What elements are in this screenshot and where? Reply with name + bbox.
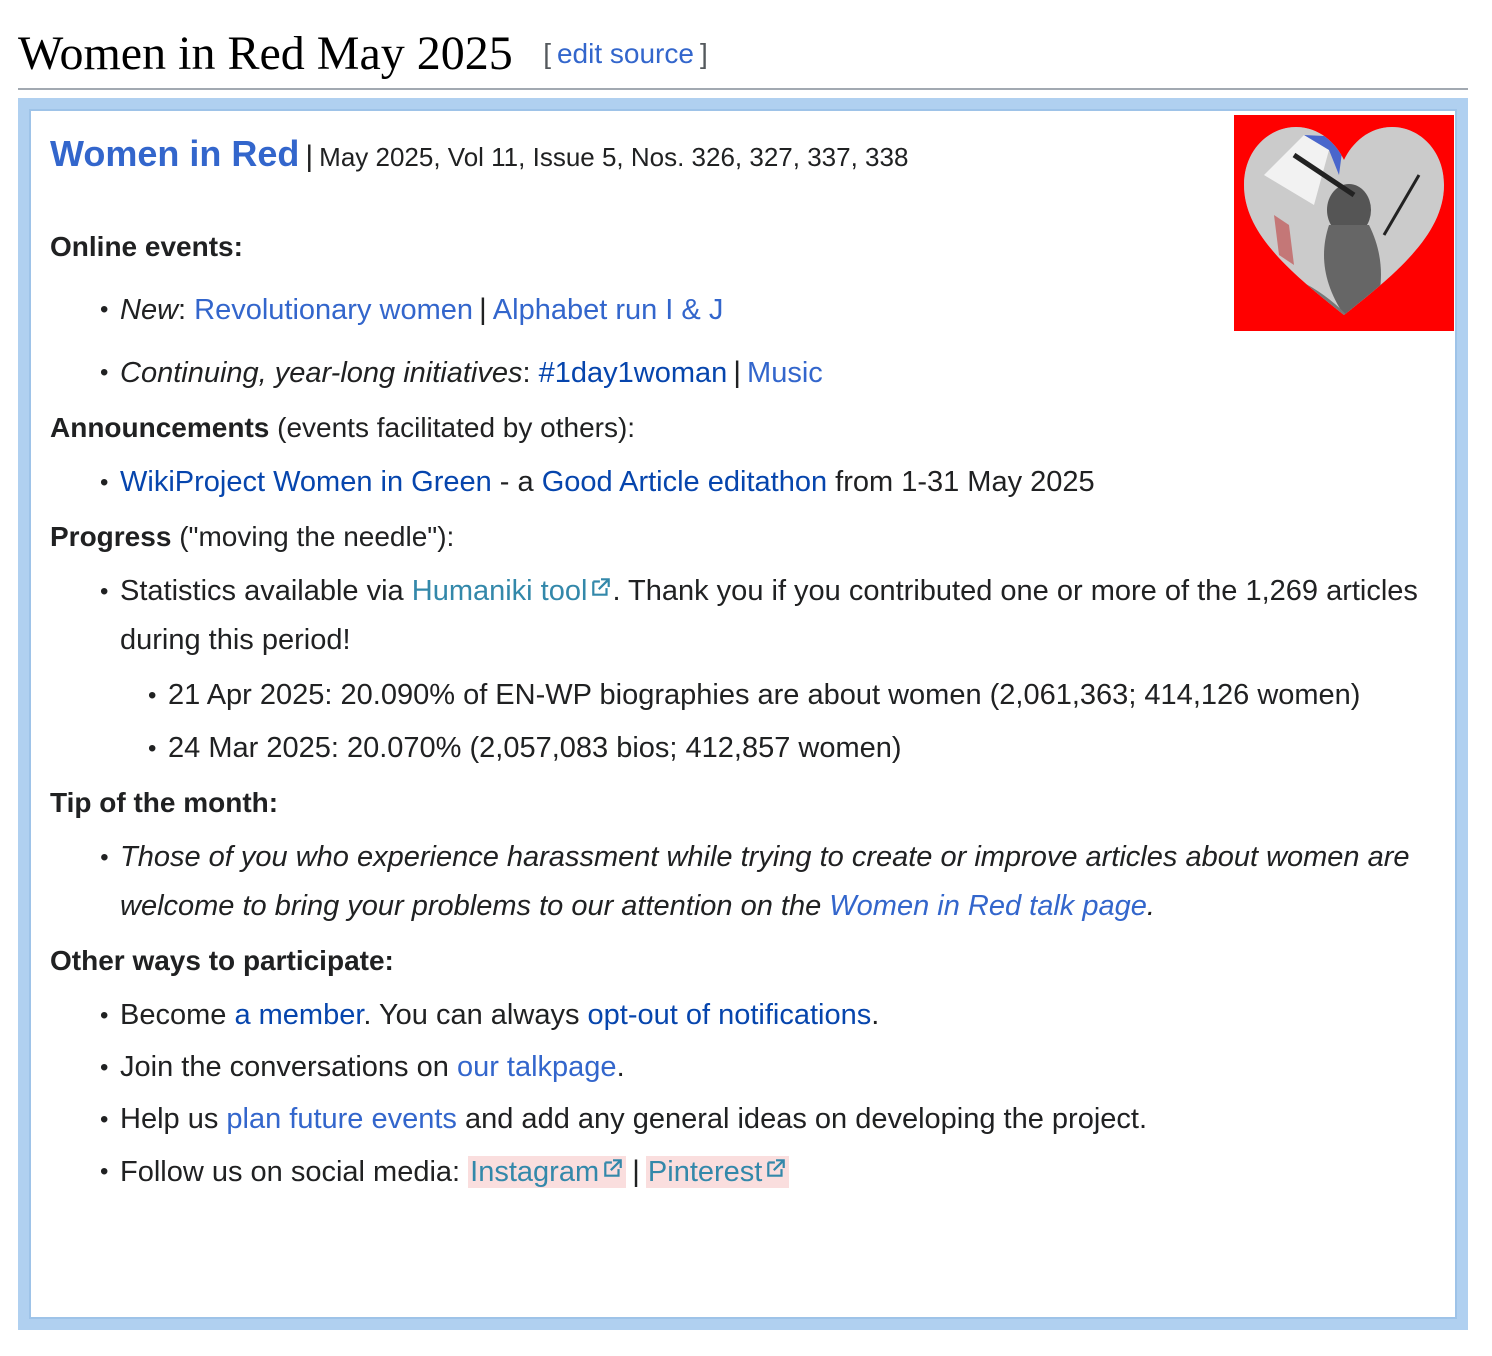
follow-prefix: Follow us on social media: <box>120 1156 469 1188</box>
music-link[interactable]: Music <box>747 357 823 389</box>
help-prefix: Help us <box>120 1103 227 1135</box>
join-prefix: Join the conversations on <box>120 1051 457 1083</box>
progress-subtitle: ("moving the needle"): <box>179 521 455 552</box>
list-item: • Continuing, year-long initiatives: #1day1woman | Music <box>100 348 1445 398</box>
online-events-heading: Online events: <box>50 231 243 262</box>
online-events-list <box>50 285 1445 398</box>
issue-info: May 2025, Vol 11, Issue 5, Nos. 326, 327, 337, 338 <box>319 142 909 172</box>
1day1woman-link[interactable]: #1day1woman <box>538 357 728 389</box>
list-item: • New: Revolutionary women | Alphabet run I & J <box>100 285 1445 335</box>
section-heading <box>18 24 1468 90</box>
edit-source-link[interactable]: edit source <box>556 38 694 69</box>
pinterest-link[interactable] <box>646 1156 789 1188</box>
become-prefix: Become <box>120 999 235 1031</box>
participate-list <box>50 991 1445 1197</box>
continuing-label: Continuing, year-long initiatives <box>120 357 523 389</box>
good-article-editathon-link[interactable]: Good Article editathon <box>541 466 828 498</box>
participate-heading: Other ways to participate: <box>50 945 394 976</box>
humaniki-tool-label: Humaniki tool <box>411 575 588 607</box>
revolutionary-women-link[interactable]: Revolutionary women <box>194 294 473 326</box>
external-link-icon <box>765 1157 787 1179</box>
separator: | <box>305 140 314 173</box>
page-title: Women in Red May 2025 <box>18 27 513 80</box>
progress-sub-list <box>120 671 1445 773</box>
become-middle: . You can always <box>363 999 588 1031</box>
separator: | <box>632 1155 640 1188</box>
list-item <box>100 458 1445 507</box>
humaniki-tool-link[interactable] <box>412 575 613 607</box>
progress-title: Progress <box>50 521 172 552</box>
list-item <box>100 991 1445 1040</box>
new-label: New <box>120 294 179 326</box>
list-item <box>100 1147 1445 1197</box>
edit-section-control: [ edit source ] <box>543 38 708 69</box>
talk-page-link[interactable]: Women in Red talk page <box>829 890 1147 922</box>
pinterest-label: Pinterest <box>647 1156 763 1188</box>
women-in-green-link[interactable]: WikiProject Women in Green <box>120 466 492 498</box>
separator: | <box>479 293 487 326</box>
alphabet-run-link[interactable]: Alphabet run I & J <box>492 294 724 326</box>
help-suffix: and add any general ideas on developing the project. <box>456 1103 1148 1135</box>
tip-list <box>50 833 1445 931</box>
stats-prefix: Statistics available via <box>120 575 412 607</box>
list-item <box>100 1043 1445 1092</box>
announcement-date-text: from 1-31 May 2025 <box>827 466 1095 498</box>
women-in-red-title-link[interactable]: Women in Red <box>50 133 300 174</box>
list-item: • 24 Mar 2025: 20.070% (2,057,083 bios; 412,857 women) <box>148 724 1445 773</box>
external-link-icon <box>590 576 612 598</box>
newsletter-box <box>18 98 1468 1330</box>
member-link[interactable]: a member <box>234 999 364 1031</box>
announcements-heading <box>50 412 1445 444</box>
opt-out-link[interactable]: opt-out of notifications <box>587 999 872 1031</box>
progress-heading <box>50 521 1445 553</box>
masthead <box>50 133 1445 183</box>
instagram-link[interactable] <box>468 1156 626 1188</box>
join-end: . <box>616 1051 625 1083</box>
stats-suffix: . Thank you if you contributed one or more of the 1,269 articles during this period! <box>120 575 1418 656</box>
tip-end: . <box>1146 890 1155 922</box>
tip-text: Those of you who experience harassment while trying to create or improve articles about women are welcome to bring your problems to our attention on the <box>120 841 1410 922</box>
plan-future-events-link[interactable]: plan future events <box>226 1103 457 1135</box>
announcements-title: Announcements <box>50 412 270 443</box>
become-end: . <box>871 999 880 1031</box>
newsletter-content <box>50 119 1445 1197</box>
progress-list <box>50 567 1445 773</box>
announcements-subtitle: (events facilitated by others): <box>277 412 636 443</box>
announcements-list <box>50 458 1445 507</box>
list-item <box>100 1095 1445 1144</box>
separator: | <box>733 356 742 389</box>
tip-heading: Tip of the month: <box>50 787 279 818</box>
list-item <box>100 567 1445 773</box>
list-item <box>100 833 1445 931</box>
list-item: • 21 Apr 2025: 20.090% of EN-WP biographies are about women (2,061,363; 414,126 women) <box>148 671 1445 720</box>
external-link-icon <box>602 1157 624 1179</box>
our-talkpage-link[interactable]: our talkpage <box>456 1051 617 1083</box>
announcement-middle-text: - a <box>491 466 542 498</box>
instagram-label: Instagram <box>470 1156 600 1188</box>
